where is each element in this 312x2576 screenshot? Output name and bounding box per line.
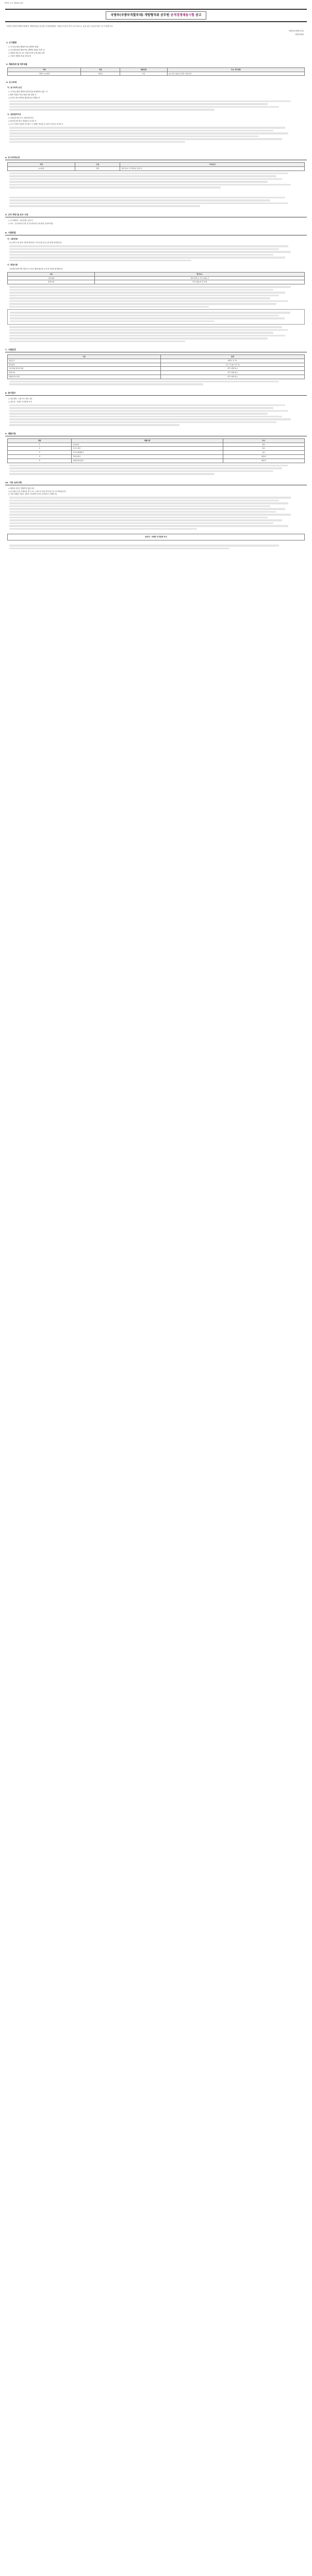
title-prefix: 국방부(국방부직할부대) 개방형직위 공무원 <box>110 13 170 18</box>
list-item: ○ 국가공무원법 제33조(결격사유)에 해당하지 않는 자 <box>8 90 47 93</box>
col-header: 직급 <box>81 67 120 72</box>
title-highlight: 공개경쟁채용시험 <box>170 13 194 18</box>
section-6-sub-1: 가. 서류전형 <box>7 238 18 240</box>
col-header: 구분 <box>8 272 95 276</box>
table-row <box>8 459 305 463</box>
list-item: ○ 해당 직위의 직무수행요건을 갖춘 자 <box>8 93 37 96</box>
position-table <box>7 67 305 76</box>
section-5-list <box>8 219 304 225</box>
section-7-heading: 7. 시험일정 <box>5 348 307 352</box>
table-cell: ○○ 업무 총괄 및 정책 기획·조정 <box>167 72 304 76</box>
list-item: ○ 파산선고를 받고 복권되지 아니한 자 <box>8 120 37 123</box>
issuer: 국방부장관 <box>294 33 304 36</box>
list-item: ○ 국방부 개방형 직위 운영규정 <box>8 55 31 57</box>
table-header-row <box>8 438 305 443</box>
table-cell: 해당자 <box>223 459 304 463</box>
list-item: ○ 근무예정지 : 서울특별시 용산구 <box>8 219 33 222</box>
table-cell: ○○과장 <box>8 166 75 171</box>
table-cell: 추후 개별 통보 <box>160 371 304 375</box>
table-cell: 필수 <box>223 443 304 447</box>
table-row <box>8 72 305 76</box>
text-block <box>9 404 303 426</box>
table-cell: 최종합격자 발표 <box>8 375 161 379</box>
list-item: ○ 국가공무원법 제28조의4 (개방형 직위) <box>8 46 39 48</box>
text-block <box>9 286 303 308</box>
col-header: 구분 <box>75 163 120 167</box>
col-header: 연번 <box>8 438 72 443</box>
table-cell: 추후 개별 통보 <box>160 375 304 379</box>
section-3-list-1 <box>8 91 304 99</box>
text-block <box>9 100 303 111</box>
col-header: 구분 <box>8 355 161 359</box>
table-row <box>8 276 305 280</box>
table-cell: 4 <box>8 454 72 459</box>
section-8-list <box>8 398 304 403</box>
text-block <box>9 197 303 207</box>
table-row <box>8 280 305 284</box>
table-cell: 자기소개서 <box>72 447 223 451</box>
table-cell: 해당자 <box>223 454 304 459</box>
announcement-page <box>0 0 312 553</box>
col-header: 주요 직무내용 <box>167 67 304 72</box>
text-block <box>9 173 303 189</box>
col-header: 평가요소 <box>95 272 305 276</box>
table-row <box>8 454 305 459</box>
intro-text: 국방부(국방부직할부대)에서 개방형직위 공무원 공개경쟁채용 시험을 다음과 같이 공고하오니, 관심 있는 분들의 많은 응시 바랍니다. <box>6 25 113 27</box>
section-1-heading: 1. 근거법령 <box>6 41 17 44</box>
table-cell: 3 <box>8 451 72 455</box>
section-6-heading: 6. 시험방법 <box>5 231 307 235</box>
evaluation-table <box>7 272 305 284</box>
table-header-row <box>8 355 305 359</box>
table-cell: 응시원서 <box>72 443 223 447</box>
table-cell: 면접시험 <box>8 280 95 284</box>
table-cell: 경력·학력 등 직무수행요건 <box>95 276 305 280</box>
table-cell: 경력 <box>75 166 120 171</box>
table-header-row <box>8 67 305 72</box>
signature-block <box>0 30 304 36</box>
list-item: ○ 제출된 서류는 반환하지 않습니다. <box>8 487 35 489</box>
section-1-list <box>8 46 304 58</box>
table-cell: 면접시험 <box>8 371 161 375</box>
table-cell: 경력증명서 <box>72 454 223 459</box>
section-10-heading: 10. 기타 유의사항 <box>5 481 307 485</box>
col-header: 제출서류 <box>72 438 223 443</box>
table-row <box>8 363 305 367</box>
table-header-row <box>8 272 305 276</box>
section-5-heading: 5. 근무 예정 및 보수 수준 <box>5 213 307 217</box>
table-row <box>8 166 305 171</box>
table-cell: 2021. 4. 21. <box>160 359 304 363</box>
qualification-table <box>7 162 305 171</box>
schedule-table <box>7 354 305 379</box>
notice-box <box>7 309 305 325</box>
col-header: 자격요건 <box>120 163 305 167</box>
list-item: ○ 접수처 : 국방부 인사담당 부서 <box>8 400 32 403</box>
col-header: 채용인원 <box>120 67 168 72</box>
table-cell: 원서접수 <box>8 363 161 367</box>
table-cell: 2 <box>8 447 72 451</box>
section-3-list-2 <box>8 117 304 126</box>
text-block <box>9 465 303 475</box>
table-cell: 1 <box>8 443 72 447</box>
text-block <box>9 381 303 385</box>
table-cell: 서류전형 합격자 발표 <box>8 367 161 371</box>
list-item: ○ 공무원임용령 제3조의2 (개방형 직위의 지정 등) <box>8 49 45 52</box>
section-3-heading: 3. 응시자격 <box>6 81 17 84</box>
list-item: ○ 접수방법 : 우편 또는 방문 접수 <box>8 397 32 400</box>
list-item: ○ 피성년후견인 또는 피한정후견인 <box>8 117 34 120</box>
top-note: 국방부 공고 제2021-8호 <box>4 2 24 4</box>
table-cell: 5 <box>8 459 72 463</box>
table-cell: 직무수행능력 및 자질 <box>95 280 305 284</box>
contact-box: 문의처 : 국방부 인사담당 부서 <box>7 534 305 540</box>
list-item: ○ 개방형 직위 및 공모 직위의 운영 등에 관한 규정 <box>8 52 45 55</box>
col-header: 직위 <box>8 67 81 72</box>
list-item: ○ 응시원서 등의 기재사항 착오 또는 누락으로 인한 불이익은 응시자 책임입니다. <box>8 490 67 493</box>
text-block <box>10 312 302 322</box>
table-cell: 필수 <box>223 447 304 451</box>
section-2-heading: 2. 채용직위 및 직무내용 <box>6 62 28 65</box>
col-header: 일정 <box>160 355 304 359</box>
table-cell: 서류전형 <box>8 276 95 280</box>
paragraph: 서류전형 합격자를 대상으로 직무수행에 필요한 능력 및 자질을 평가합니다. <box>9 267 63 270</box>
table-header-row <box>8 163 305 167</box>
section-8-heading: 8. 원서접수 <box>5 392 307 396</box>
section-9-heading: 9. 제출서류 <box>5 432 307 436</box>
table-row <box>8 447 305 451</box>
text-block <box>9 497 303 530</box>
list-item: ○ 기타 자세한 사항은 국방부 인사담당 부서로 문의하시기 바랍니다. <box>8 493 58 496</box>
page-title <box>106 11 206 19</box>
section-3-sub-2: 나. 임용결격사유 <box>7 113 21 115</box>
text-block <box>9 326 303 342</box>
table-row <box>8 371 305 375</box>
section-3-sub-1: 가. 응시자격 요건 <box>7 87 22 89</box>
col-header: 비고 <box>223 438 304 443</box>
announce-date: 2021년 4월 21일 <box>289 30 304 32</box>
table-cell: 관련 분야 근무경력을 갖춘 자 <box>120 166 305 171</box>
table-row <box>8 443 305 447</box>
section-6-sub-2: 나. 면접시험 <box>7 264 18 266</box>
section-10-list <box>8 487 304 496</box>
table-cell: 필수 <box>223 451 304 455</box>
table-row <box>8 367 305 371</box>
list-item: ○ 보수 : 공무원보수규정 및 공무원수당 등에 관한 규정에 따름 <box>8 222 53 225</box>
paragraph: 응시자격 요건 충족 여부를 확인하고 직무수행 요건 등을 종합 평가합니다. <box>9 242 62 244</box>
list-item: ○ 남자의 경우 병역을 필하였거나 면제된 자 <box>8 96 40 99</box>
table-cell: 국방부 ○○과장 <box>8 72 81 76</box>
table-row <box>8 451 305 455</box>
table-cell: 직무수행계획서 <box>72 451 223 455</box>
table-cell: 추후 개별 통보 <box>160 367 304 371</box>
documents-table <box>7 438 305 463</box>
table-cell: 최종학력증명서 <box>72 459 223 463</box>
title-bar <box>5 9 307 22</box>
text-block <box>9 127 303 143</box>
col-header: 직위 <box>8 163 75 167</box>
table-cell: 과장급 <box>81 72 120 76</box>
table-cell: 공고 후 접수기간 내 <box>160 363 304 367</box>
section-4-heading: 4. 응시자격요건 <box>5 156 307 160</box>
text-block <box>9 545 303 549</box>
table-row <box>8 375 305 379</box>
text-block <box>9 245 303 261</box>
table-cell: 채용공고 <box>8 359 161 363</box>
table-row <box>8 359 305 363</box>
list-item: ○ 금고 이상의 실형을 선고받고 그 집행이 종료된 후 5년이 지나지 아니한 자 <box>8 123 63 126</box>
table-cell: 1명 <box>120 72 168 76</box>
title-suffix: 공고 <box>195 13 202 18</box>
